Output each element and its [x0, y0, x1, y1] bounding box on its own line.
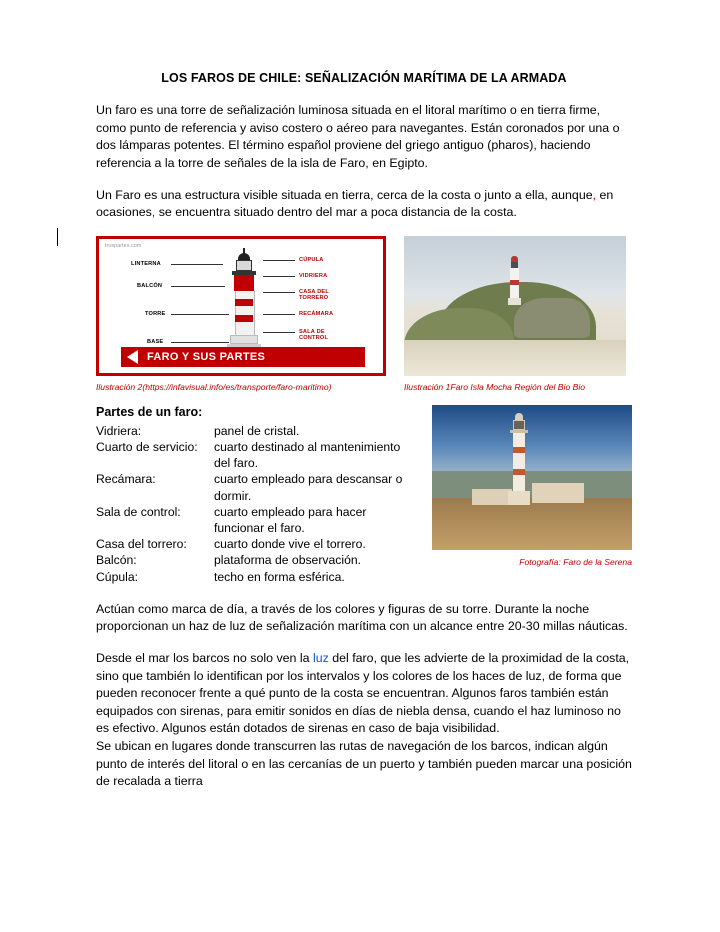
- figure-diagram-block: [96, 236, 386, 393]
- parts-list-column: [96, 405, 416, 585]
- diagram-label-recamara: RECÁMARA: [299, 310, 334, 317]
- part-term: Recámara:: [96, 472, 156, 487]
- part-definition: cuarto empleado para descansar o dormir.: [214, 472, 403, 503]
- diagram-lighthouse-illustration: [227, 253, 261, 353]
- paragraph-location: [96, 187, 632, 222]
- diagram-label-linterna: LINTERNA: [131, 260, 161, 267]
- figure-photo-serena-block: [432, 405, 632, 567]
- diagram-watermark: truspartes.com: [105, 242, 142, 249]
- part-term: Casa del torrero:: [96, 537, 187, 552]
- part-definition: cuarto destinado al mantenimiento del faro.: [214, 439, 401, 471]
- table-row: [96, 552, 416, 568]
- lighthouse-parts-diagram: [96, 236, 386, 376]
- diagram-label-sala-de-control: SALA DE CONTROL: [299, 328, 329, 342]
- part-definition: panel de cristal.: [214, 423, 300, 438]
- table-row: [96, 471, 416, 503]
- figure-row: [96, 236, 632, 393]
- parts-section: [96, 405, 632, 585]
- part-definition: cuarto donde vive el torrero.: [214, 537, 366, 552]
- diagram-label-torre: TORRE: [145, 310, 166, 317]
- tracked-comma-2: ,: [151, 205, 156, 220]
- part-term: Cuarto de servicio:: [96, 439, 198, 454]
- table-row: [96, 423, 416, 439]
- diagram-label-balcon: BALCÓN: [137, 282, 163, 289]
- parts-heading: Partes de un faro:: [96, 404, 203, 419]
- revision-change-bar: [57, 228, 58, 246]
- part-term: Vidriera:: [96, 423, 142, 438]
- diagram-banner: [121, 347, 365, 367]
- paragraph-location-part-c: se encuentra situado dentro del mar a poca distancia de la costa.: [155, 205, 517, 220]
- diagram-caption: Ilustración 2(https://infavisual.info/es/transporte/faro-maritimo): [96, 381, 332, 392]
- highlighted-word-luz: luz: [312, 651, 329, 666]
- paragraph-location-part-b: en ocasiones: [96, 187, 614, 220]
- paragraph-placement: Se ubican en lugares donde transcurren las rutas de navegación de los barcos, indican algún punto de interés del litoral o en las cercanías de un puerto y también pueden marcar una posición de recalada a tierra: [96, 739, 632, 789]
- paragraph-location-part-a: Un Faro es una estructura visible situada en tierra, cerca de la costa o junto a ella, aunque: [96, 187, 593, 202]
- part-term: Sala de control:: [96, 504, 181, 519]
- paragraph-ships-part-b: del faro, que les advierte de la proximidad de la costa, sino que también lo identifican por los intervalos y los colores de los haces de luz, de forma que pueden reconocer frente a qué punto de la costa se encuentran. Algunos faros también están equipados con sirenas, para emitir sonidos en días de niebla densa, cuando el haz luminoso no es efectivo. Algunos están dotados de sirenas en caso de baja visibilidad.: [96, 651, 630, 736]
- tracked-comma-1: ,: [592, 187, 597, 202]
- table-row: [96, 504, 416, 536]
- paragraph-definition: Un faro es una torre de señalización luminosa situada en el litoral marítimo o en tierra firme, como punto de referencia y aviso costero o aéreo para navegantes. Están coronados por una o dos lámparas potentes. El término español proviene del griego antiguo (pharos), haciendo referencia a la torre de señales de la isla de Faro, en Egipto.: [96, 103, 620, 171]
- diagram-label-vidriera: VIDRIERA: [299, 272, 328, 279]
- paragraph-day-night: Actúan como marca de día, a través de los colores y figuras de su torre. Durante la noche proporcionan un haz de luz de señalización marítima con un alcance entre 20-30 millas náuticas.: [96, 601, 628, 634]
- diagram-label-casa-del-torrero: CASA DEL TORRERO: [299, 288, 329, 302]
- diagram-label-cupula: CÚPULA: [299, 256, 324, 263]
- paragraph-ships: [96, 650, 632, 738]
- table-row: [96, 569, 416, 585]
- figure-photo-mocha-block: [404, 236, 626, 393]
- part-definition: cuarto empleado para hacer funcionar el faro.: [214, 504, 367, 535]
- page-title: LOS FAROS DE CHILE: SEÑALIZACIÓN MARÍTIMA DE LA ARMADA: [161, 71, 567, 85]
- paragraph-ships-part-a: Desde el mar los barcos no solo ven la: [96, 651, 313, 666]
- photo-mocha-caption: Ilustración 1Faro Isla Mocha Región del Bio Bio: [404, 381, 586, 392]
- part-term: Balcón:: [96, 553, 137, 568]
- part-term: Cúpula:: [96, 569, 139, 584]
- part-definition: plataforma de observación.: [214, 553, 362, 568]
- photo-serena-caption: Fotografía: Faro de la Serena: [519, 556, 632, 567]
- closing-section: [96, 601, 632, 791]
- parts-table: [96, 423, 416, 585]
- diagram-banner-label: FARO Y SUS PARTES: [147, 350, 266, 363]
- part-definition: techo en forma esférica.: [214, 569, 345, 584]
- photo-faro-de-la-serena: [432, 405, 632, 550]
- table-row: [96, 536, 416, 552]
- diagram-label-base: BASE: [147, 338, 164, 345]
- photo-faro-isla-mocha: [404, 236, 626, 376]
- table-row: [96, 439, 416, 471]
